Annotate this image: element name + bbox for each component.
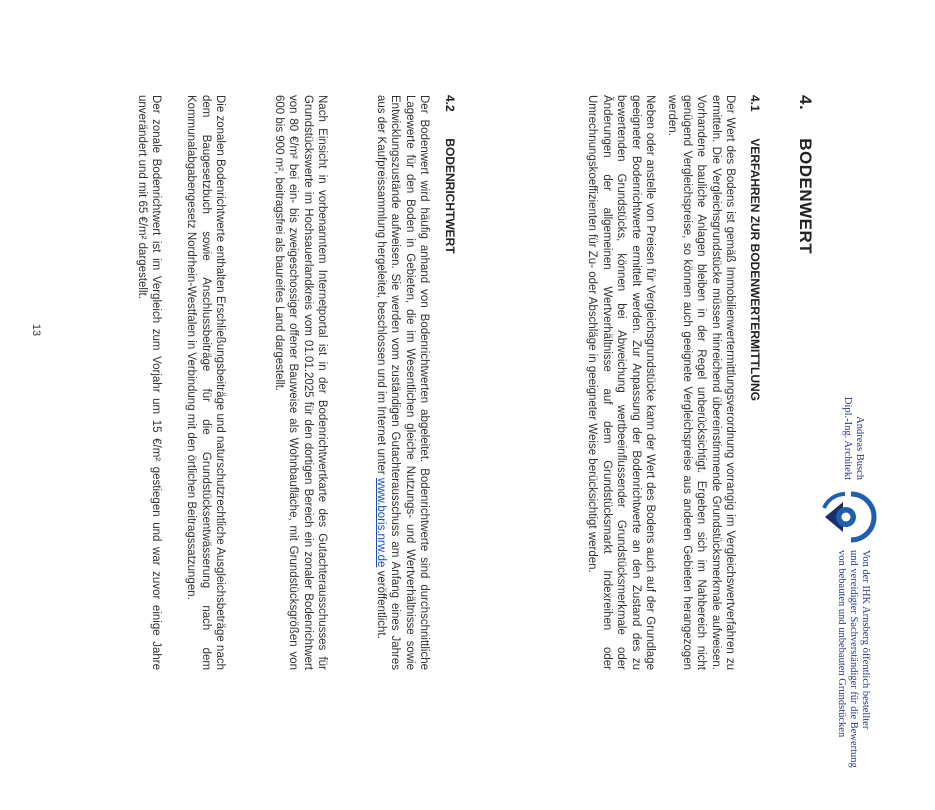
chapter-heading <box>795 95 815 254</box>
expert-seal-logo-icon <box>819 488 877 546</box>
section-number: 4.2 <box>443 95 457 112</box>
chapter-number: 4. <box>796 95 815 111</box>
paragraph-contributions: Die zonalen Bodenrichtwerte enthalten Erschließungsbeiträge und naturschutzrechtliche Ausgleichsbeträge nach dem Baugesetzbuch sowie Anschlussbeiträge für die Grundstücksentwässerung nach dem Kommunalabgabengesetz Nordrhein-Westfalen in Verbindung mit den örtlichen Beitragssatzungen. <box>185 95 226 670</box>
letterhead <box>797 360 877 768</box>
expert-line: und vereidigter Sachverständiger für die Bewertung <box>848 550 859 768</box>
paragraph-text: veröffentlicht. <box>374 567 387 639</box>
paragraph-land-reference-value <box>373 95 431 670</box>
paragraph-comparison-method: Der Wert des Bodens ist gemäß Immobilienwertermittlungsverordnung vorrangig im Vergleichswertverfahren zu ermitteln. Die Vergleichsgrundstücke müssen hinreichend übereinstimmende Grundstücksmerkmale aufweisen. Vorhandene bauliche Anlagen bleiben in der Regel unberücksichtigt. Ergeben sich im Nahbereich nicht genügend Vergleichspreise, so können auch geeignete Vergleichspreise aus anderen Gebieten herangezogen werden. <box>666 95 736 670</box>
paragraph-zonal-value: Nach Einsicht in vorbenanntem Internetportal ist in der Bodenrichtwertkarte des Gutachterausschusses für Grundstückswerte im Hochsauerlandkreis vom 01.01.2025 für den dortigen Bereich ein zonaler Bodenrichtwert von 80 €/m² bei ein- bis zweigeschossiger offener Bauweise als Wohnbaufläche, mit Grundstücksgrößen von 600 bis 900 m², beitragsfrei als baureifes Land dargestellt. <box>272 95 328 670</box>
expert-credentials <box>835 550 871 810</box>
paragraph-value-change: Der zonale Bodenrichtwert ist im Vergleich zum Vorjahr um 15 €/m² gestiegen und war zuvor einige Jahre unverändert und mit 65 €/m² dargestellt. <box>135 95 162 670</box>
section-title: VERFAHREN ZUR BODENWERTERMITTLUNG <box>748 138 762 402</box>
expert-line: Von der IHK Arnsberg öffentlich bestellter <box>860 550 871 730</box>
boris-nrw-link[interactable]: www.boris.nrw.de <box>374 477 387 568</box>
expert-line: von bebauten und unbebauten Grundstücken <box>836 550 847 738</box>
architect-name <box>841 360 865 480</box>
paragraph-land-value-basis: Neben oder anstelle von Preisen für Vergleichsgrundstücke kann der Wert des Bodens auch auf der Grundlage geeigneter Bodenrichtwerte ermittelt werden. Zur Anpassung der Bodenrichtwerte an den Zustand des zu bewertenden Grundstücks, können bei Abweichung wertbeeinflussender Grundstücksmerkmale oder Änderungen der allgemeinen Wertverhältnisse auf dem Grundstücksmarkt Indexreihen oder Umrechnungskoeffizienten für Zu- oder Abschläge in geeigneter Weise berücksichtigt werden. <box>586 95 656 670</box>
architect-title-line: Dipl.-Ing. Architekt <box>842 396 853 480</box>
page-number: 13 <box>30 323 42 337</box>
paragraph-text: Der Bodenwert wird häufig anhand von Bodenrichtwerten abgeleitet. Bodenrichtwerte sind durchschnittliche Lagewerte für den Boden in Gebieten, die im Wesentlichen gleiche Nutzungs- und Wertverhältnisse sowie Entwicklungszustände aufweisen. Sie werden vom zuständigen Gutachterausschuss am Anfang eines Jahres aus der Kaufpreissammlung hergeleitet, beschlossen und im Internet unter <box>374 95 430 670</box>
section-number: 4.1 <box>748 95 762 112</box>
architect-name-line: Andreas Busch <box>854 416 865 480</box>
section-heading-4-2 <box>443 95 457 254</box>
section-title: BODENRICHTWERT <box>443 138 457 254</box>
chapter-title: BODENWERT <box>796 138 815 255</box>
section-heading-4-1 <box>748 95 762 401</box>
